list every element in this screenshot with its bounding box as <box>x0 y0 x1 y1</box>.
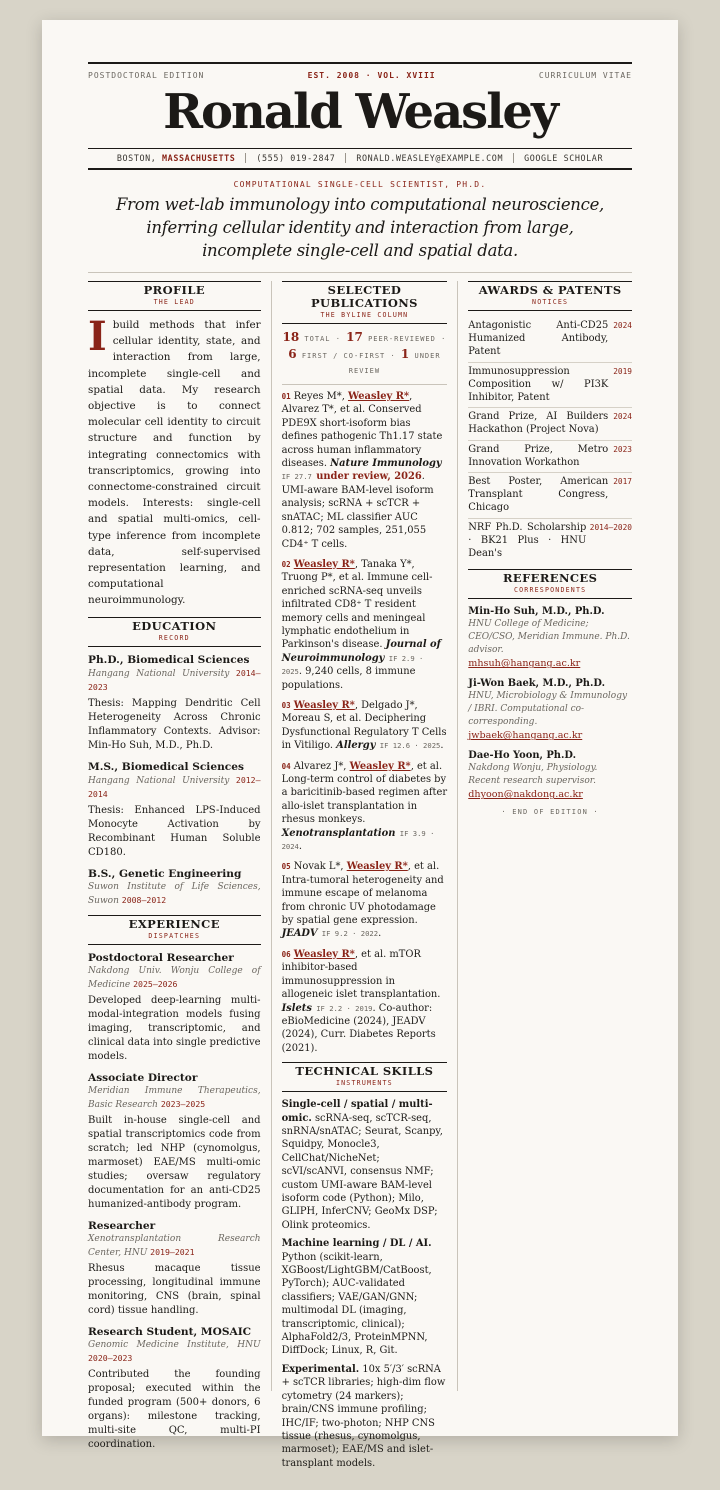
total-count: 18 <box>282 330 300 345</box>
job-description: Developed deep-learning multi-modal-integration models fusing imaging, transcriptomic, and clinical data into single predictive models. <box>88 994 261 1062</box>
award-year: 2017 <box>613 477 632 487</box>
job-description: Built in-house single-cell and spatial transcriptomics code from scratch; led NHP (cynomolgus, marmoset) EAE/MS multi-omic studies; oversaw regulatory documentation for an anti-CD25 humanized-antibody program. <box>88 1114 261 1210</box>
peer-reviewed-count: 17 <box>346 330 363 345</box>
publications-header <box>282 281 448 324</box>
profile-text <box>88 313 261 609</box>
profile-title: PROFILE <box>143 283 205 297</box>
google-scholar-link[interactable]: GOOGLE SCHOLAR <box>513 153 613 163</box>
institution: Suwon Institute of Life Sciences, Suwon 2008–2012 <box>88 881 261 906</box>
years: 2025–2026 <box>133 978 178 989</box>
pub-number: 03 <box>281 700 291 710</box>
publication-item: 05 Novak L*, Weasley R*, et al. Intra-tumoral heterogeneity and immune escape of melanoma from chronic UV photodamage by spatial gene expression. JEADV IF 9.2 · 2022. <box>281 861 444 940</box>
cv-page <box>42 20 678 1469</box>
document-type-label: CURRICULUM VITAE <box>538 71 632 80</box>
references-subtitle: CORRESPONDENTS <box>513 586 587 595</box>
impact-factor: IF 3.9 · 2024 <box>281 828 435 852</box>
employer: Xenotransplantation Research Center, HNU 2019–2021 <box>88 1233 261 1258</box>
skill-heading: Experimental. <box>281 1363 360 1375</box>
reference-item <box>468 605 632 671</box>
tagline: From wet-lab immunology into computational neuroscience, inferring cellular identity and interaction from large, incomplete single-cell and spatial data. <box>116 195 604 260</box>
reference-note: HNU, Microbiology & Immunology / IBRI. Computational co-corresponding. <box>468 691 628 728</box>
degree: M.S., Biomedical Sciences <box>88 760 244 773</box>
award-label: Grand Prize, AI Builders Hackathon (Project Nova) <box>468 411 609 436</box>
thesis: Thesis: Enhanced LPS-Induced Monocyte Activation by Recombinant Human Soluble CD180. <box>88 804 261 858</box>
journal: JEADV <box>281 928 318 940</box>
author-self: Weasley R* <box>293 558 355 570</box>
author-self: Weasley R* <box>293 948 355 960</box>
email-link[interactable]: RONALD.WEASLEY@EXAMPLE.COM <box>345 153 513 163</box>
references-header <box>468 569 632 599</box>
degree: B.S., Genetic Engineering <box>88 867 242 880</box>
journal: Allergy <box>336 740 376 752</box>
role-title: COMPUTATIONAL SINGLE-CELL SCIENTIST, PH.D. <box>233 180 487 189</box>
awards-header <box>468 281 632 311</box>
experience-title: EXPERIENCE <box>128 916 220 931</box>
years: 2020–2023 <box>88 1352 133 1363</box>
contact-bar <box>88 148 632 170</box>
left-column <box>88 281 272 1450</box>
job-title: Postdoctoral Researcher <box>88 951 234 964</box>
reference-email-link[interactable]: mhsuh@hangang.ac.kr <box>468 658 581 670</box>
degree: Ph.D., Biomedical Sciences <box>88 653 250 666</box>
experience-header <box>88 915 261 945</box>
skills-title: TECHNICAL SKILLS <box>295 1064 434 1079</box>
education-subtitle: RECORD <box>158 633 190 642</box>
experience-subtitle: DISPATCHES <box>148 931 201 940</box>
pub-number: 01 <box>281 392 291 402</box>
award-year: 2014–2020 <box>589 522 632 532</box>
reference-note: HNU College of Medicine; CEO/CSO, Meridian Immune. Ph.D. advisor. <box>468 619 630 656</box>
job-title: Research Student, MOSAIC <box>88 1325 252 1338</box>
publications-title: SELECTED PUBLICATIONS <box>310 283 418 310</box>
award-year: 2023 <box>613 444 632 454</box>
first-author-count: 6 <box>288 347 297 362</box>
publication-item: 01 Reyes M*, Weasley R*, Alvarez T*, et al. Conserved PDE9X short-isoform bias defines pathogenic Th1.17 state across human inflammatory diseases. Nature Immunology IF 27.7 under review, 2026. UMI-aware BAM-level isoform analysis; scRNA + scTCR + snATAC; ML classifier AUC 0.812; 702 samples, 251,055 CD4⁺ T cells. <box>281 391 443 550</box>
pub-number: 04 <box>281 761 291 771</box>
three-column-body <box>88 281 632 1469</box>
job-description: Rhesus macaque tissue processing, longitudinal immune monitoring, CNS (brain, spinal cord) tissue handling. <box>88 1262 261 1316</box>
reference-note: Nakdong Wonju, Physiology. Recent research supervisor. <box>468 763 598 787</box>
publication-stats: 18 TOTAL · 17 PEER-REVIEWED · 6 FIRST / CO-FIRST · 1 UNDER REVIEW <box>282 330 448 385</box>
middle-column <box>272 281 459 1469</box>
education-entry <box>88 760 261 860</box>
award-year: 2024 <box>613 321 632 331</box>
publication-item: 02 Weasley R*, Tanaka Y*, Truong P*, et al. Immune cell-enriched scRNA-seq unveils infiltrated CD8⁺ T resident memory cells and meningeal lymphatic endothelium in Parkinson's disease. Journal of Neuroimmunology IF 2.9 · 2025. 9,240 cells, 8 immune populations. <box>281 558 441 691</box>
awards-subtitle: NOTICES <box>532 298 569 306</box>
under-review-count: 1 <box>400 347 410 362</box>
pub-number: 06 <box>281 949 291 959</box>
pub-number: 02 <box>281 559 291 569</box>
reference-name: Dae-Ho Yoon, Ph.D. <box>468 750 577 762</box>
review-status: under review, 2026 <box>316 471 422 483</box>
education-entry <box>88 867 261 908</box>
journal: Islets <box>281 1002 312 1014</box>
reference-email-link[interactable]: dhyoon@nakdong.ac.kr <box>468 789 583 801</box>
edition-label: POSTDOCTORAL EDITION <box>88 71 205 80</box>
award-item <box>468 317 632 363</box>
location-state: MASSACHUSETTS <box>162 153 236 163</box>
publication-item: 03 Weasley R*, Delgado J*, Moreau S, et al. Deciphering Dysfunctional Regulatory T Cells in Vitiligo. Allergy IF 12.6 · 2025. <box>281 699 447 752</box>
institution: Hangang National University 2014–2023 <box>88 667 261 692</box>
author-self: Weasley R* <box>347 391 410 403</box>
impact-factor: IF 2.2 · 2019 <box>311 1003 373 1013</box>
header-divider <box>88 272 632 273</box>
author-self: Weasley R* <box>349 760 411 772</box>
impact-factor: IF 2.9 · 2025 <box>281 653 424 677</box>
experience-entry <box>88 1219 261 1318</box>
institution: Hangang National University 2012–2014 <box>88 774 261 799</box>
right-column <box>458 281 632 1391</box>
experience-entry <box>88 1071 261 1212</box>
masthead-kicker <box>88 71 632 80</box>
end-of-edition: · END OF EDITION · <box>501 808 599 817</box>
award-label: Best Poster, American Transplant Congress, Chicago <box>468 476 609 514</box>
volume-label: EST. 2008 · VOL. XVIII <box>307 71 436 80</box>
education-entry <box>88 653 261 753</box>
skill-group: Single-cell / spatial / multi-omic. scRNA-seq, scTCR-seq, snRNA/snATAC; Seurat, Scanpy, Squidpy, Monocle3, CellChat/NicheNet; scVI/scANVI, consensus NMF; custom UMI-aware BAM-level isoform code (Python); Milo, GLIPH, InferCNV; GeoMx DSP; Olink proteomics. <box>281 1099 443 1231</box>
years: 2014–2023 <box>88 667 261 692</box>
award-label: NRF Ph.D. Scholarship · BK21 Plus · HNU Dean's <box>468 521 587 560</box>
award-year: 2024 <box>613 412 632 422</box>
location-city: BOSTON, <box>116 153 163 163</box>
skill-heading: Single-cell / spatial / multi-omic. <box>281 1099 433 1124</box>
award-item <box>468 473 632 519</box>
candidate-name: Ronald Weasley <box>163 84 557 140</box>
award-item <box>468 408 632 440</box>
experience-entry <box>88 1325 261 1452</box>
location <box>107 153 246 163</box>
profile-body: build methods that infer cellular identity, state, and interaction from large, incomplete single-cell and spatial data. My research objective is to connect molecular cell identity to circuit structure and function by integrating connectomics with transcriptomics, growing into connectome-constrained circuit models. Interests: single-cell and spatial multi-omics, cell-type inference from incomplete data, self-supervised representation learning, and computational neuroimmunology. <box>88 319 261 607</box>
profile-header <box>88 281 261 311</box>
award-year: 2019 <box>613 366 632 376</box>
employer: Genomic Medicine Institute, HNU 2020–2023 <box>88 1339 261 1363</box>
skill-group: Machine learning / DL / AI. Python (scikit-learn, XGBoost/LightGBM/CatBoost, PyTorch); AUC-validated classifiers; VAE/GAN/GNN; multimodal DL (imaging, transcriptomic, clinical); AlphaFold2/3, ProteinMPNN, DiffDock; Linux, R, Git. <box>281 1238 432 1357</box>
phone-number[interactable]: (555) 019-2847 <box>245 153 345 163</box>
award-label: Immunosuppression Composition w/ PI3K Inhibitor, Patent <box>468 365 609 404</box>
reference-name: Min-Ho Suh, M.D., Ph.D. <box>468 606 605 618</box>
skills-subtitle: INSTRUMENTS <box>335 1079 393 1088</box>
employer: Meridian Immune Therapeutics, Basic Research 2023–2025 <box>88 1085 261 1110</box>
award-item <box>468 363 632 409</box>
job-title: Associate Director <box>88 1071 198 1084</box>
journal: Nature Immunology <box>330 458 442 470</box>
job-description: Contributed the founding proposal; executed within the funded program (500+ donors, 6 organs): milestone tracking, multi-site QC, multi-PI coordination. <box>88 1368 261 1450</box>
experience-entry <box>88 951 261 1064</box>
profile-subtitle: THE LEAD <box>153 298 195 306</box>
years: 2019–2021 <box>150 1246 195 1257</box>
author-self: Weasley R* <box>293 699 355 711</box>
years: 2012–2014 <box>88 774 261 799</box>
pub-number: 05 <box>281 862 291 872</box>
publication-item: 04 Alvarez J*, Weasley R*, et al. Long-term control of diabetes by a baricitinib-based regimen after allo-islet transplantation in rhesus monkeys. Xenotransplantation IF 3.9 · 2024. <box>281 760 448 853</box>
education-title: EDUCATION <box>132 618 217 633</box>
awards-title: AWARDS & PATENTS <box>478 283 622 297</box>
impact-factor: IF 12.6 · 2025 <box>375 741 441 751</box>
journal: Xenotransplantation <box>281 827 396 839</box>
skill-heading: Machine learning / DL / AI. <box>281 1238 432 1250</box>
publication-item: 06 Weasley R*, et al. mTOR inhibitor-based immunosuppression in allogeneic islet transplantation. Islets IF 2.2 · 2019. Co-author: eBioMedicine (2024), JEADV (2024), Curr. Diabetes Reports (2021). <box>281 948 441 1054</box>
publications-subtitle: THE BYLINE COLUMN <box>320 311 409 319</box>
thesis: Thesis: Mapping Dendritic Cell Heterogeneity Across Chronic Inflammatory Contexts. Advisor: Min-Ho Suh, M.D., Ph.D. <box>88 697 261 751</box>
references-title: REFERENCES <box>502 571 598 586</box>
drop-cap: I <box>88 313 107 361</box>
job-title: Researcher <box>88 1219 156 1232</box>
reference-item <box>468 677 632 743</box>
award-label: Grand Prize, Metro Innovation Workathon <box>468 443 609 468</box>
award-item <box>468 441 632 473</box>
years: 2023–2025 <box>160 1098 206 1109</box>
award-item <box>468 519 632 564</box>
masthead-rule <box>88 62 632 64</box>
skills-header <box>282 1062 448 1092</box>
skill-group: Experimental. 10x 5′/3′ scRNA + scTCR libraries; high-dim flow cytometry (24 markers); brain/CNS immune profiling; IHC/IF; two-photon; NHP CNS tissue (rhesus, cynomolgus, marmoset); EAE/MS and islet-transplant models. <box>281 1363 446 1469</box>
award-label: Antagonistic Anti-CD25 Humanized Antibody, Patent <box>468 320 609 358</box>
reference-email-link[interactable]: jwbaek@hangang.ac.kr <box>468 730 583 742</box>
journal: Journal of Neuroimmunology <box>281 639 441 664</box>
education-header <box>88 617 261 647</box>
author-self: Weasley R* <box>346 861 408 873</box>
reference-item <box>468 749 632 802</box>
impact-factor: IF 27.7 <box>281 472 317 482</box>
impact-factor: IF 9.2 · 2022 <box>317 929 379 939</box>
employer: Nakdong Univ. Wonju College of Medicine 2025–2026 <box>88 965 261 990</box>
years: 2008–2012 <box>121 894 167 905</box>
reference-name: Ji-Won Baek, M.D., Ph.D. <box>468 678 606 690</box>
